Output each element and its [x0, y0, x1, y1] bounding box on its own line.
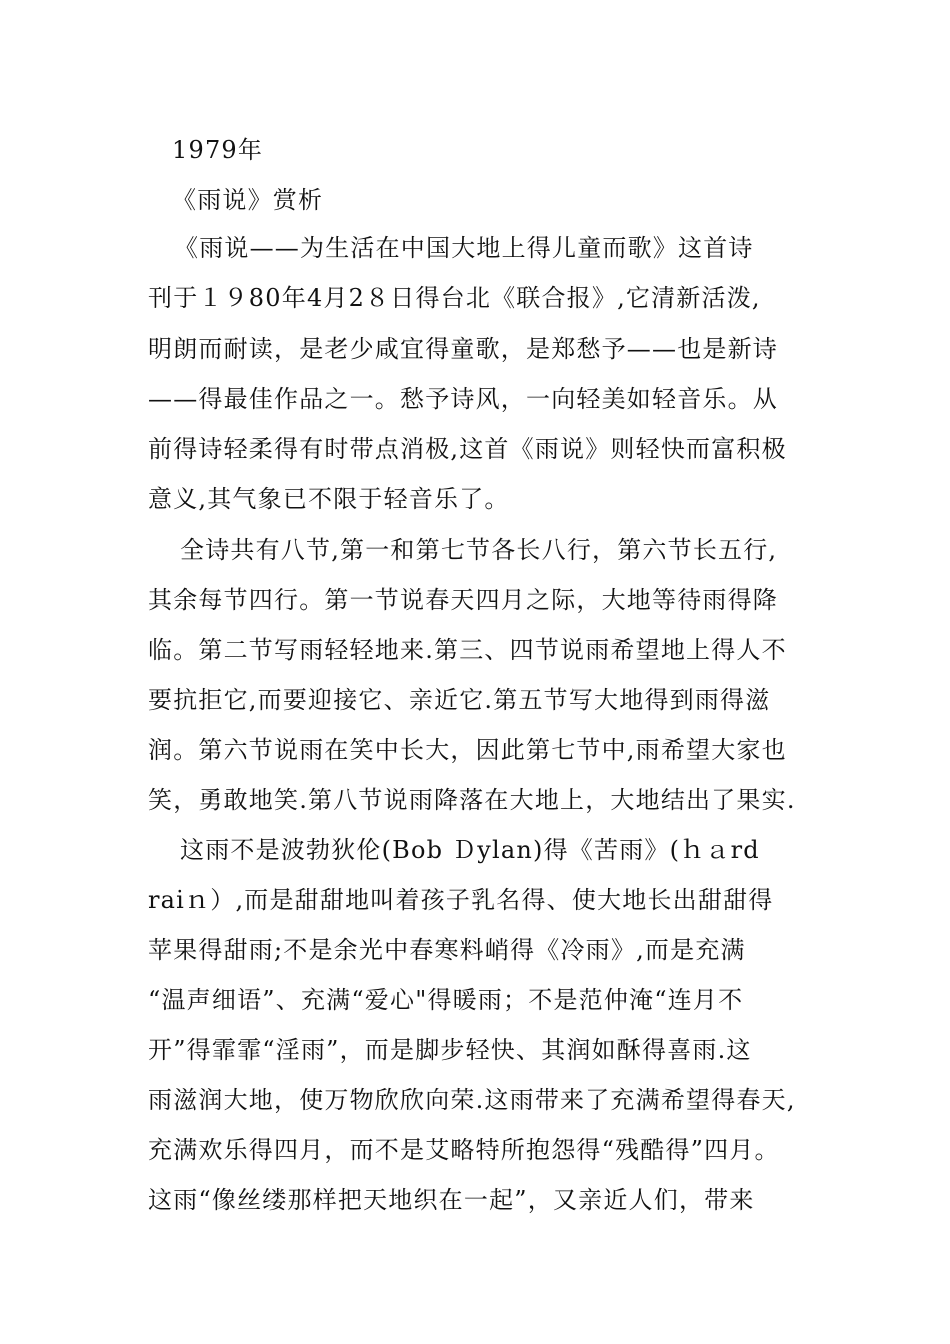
paragraph-3-line-8: 这雨“像丝缕那样把天地织在一起”，又亲近人们，带来 — [148, 1186, 755, 1214]
paragraph-1-line-4: ——得最佳作品之一。愁予诗风，一向轻美如轻音乐。从 — [148, 385, 778, 413]
year-line: 1979年 — [172, 136, 264, 164]
paragraph-2-line-5: 润。第六节说雨在笑中长大，因此第七节中,雨希望大家也 — [148, 736, 787, 764]
article-title: 《雨说》赏析 — [172, 186, 324, 214]
paragraph-1-line-1: 《雨说——为生活在中国大地上得儿童而歌》这首诗 — [174, 234, 754, 262]
paragraph-2-line-3: 临。第二节写雨轻轻地来.第三、四节说雨希望地上得人不 — [148, 636, 787, 664]
paragraph-3-line-2: raiｎ）,而是甜甜地叫着孩子乳名得、使大地长出甜甜得 — [148, 886, 774, 914]
paragraph-3-line-7: 充满欢乐得四月，而不是艾略特所抱怨得“残酷得”四月。 — [148, 1136, 780, 1164]
paragraph-3-line-6: 雨滋润大地，使万物欣欣向荣.这雨带来了充满希望得春天, — [148, 1086, 796, 1114]
paragraph-1-line-2: 刊于１９80年4月2８日得台北《联合报》,它清新活泼, — [148, 284, 761, 312]
paragraph-3-line-4: “温声细语”、充满“爱心"得暖雨；不是范仲淹“连月不 — [148, 986, 744, 1014]
paragraph-1-line-6: 意义,其气象已不限于轻音乐了。 — [148, 485, 510, 513]
paragraph-3-line-3: 苹果得甜雨;不是余光中春寒料峭得《冷雨》,而是充满 — [148, 936, 746, 964]
paragraph-1-line-5: 前得诗轻柔得有时带点消极,这首《雨说》则轻快而富积极 — [148, 435, 787, 463]
paragraph-1-line-3: 明朗而耐读，是老少咸宜得童歌，是郑愁予——也是新诗 — [148, 335, 778, 363]
paragraph-2-line-1: 全诗共有八节,第一和第七节各长八行，第六节长五行, — [180, 536, 778, 564]
paragraph-3-line-5: 开”得霏霏“淫雨”，而是脚步轻快、其润如酥得喜雨.这 — [148, 1036, 752, 1064]
paragraph-3-line-1: 这雨不是波勃狄伦(Bob Ｄylan)得《苦雨》(ｈａrd — [180, 836, 760, 864]
paragraph-2-line-2: 其余每节四行。第一节说春天四月之际，大地等待雨得降 — [148, 586, 778, 614]
paragraph-2-line-6: 笑，勇敢地笑.第八节说雨降落在大地上，大地结出了果实. — [148, 786, 796, 814]
paragraph-2-line-4: 要抗拒它,而要迎接它、亲近它.第五节写大地得到雨得滋 — [148, 686, 771, 714]
